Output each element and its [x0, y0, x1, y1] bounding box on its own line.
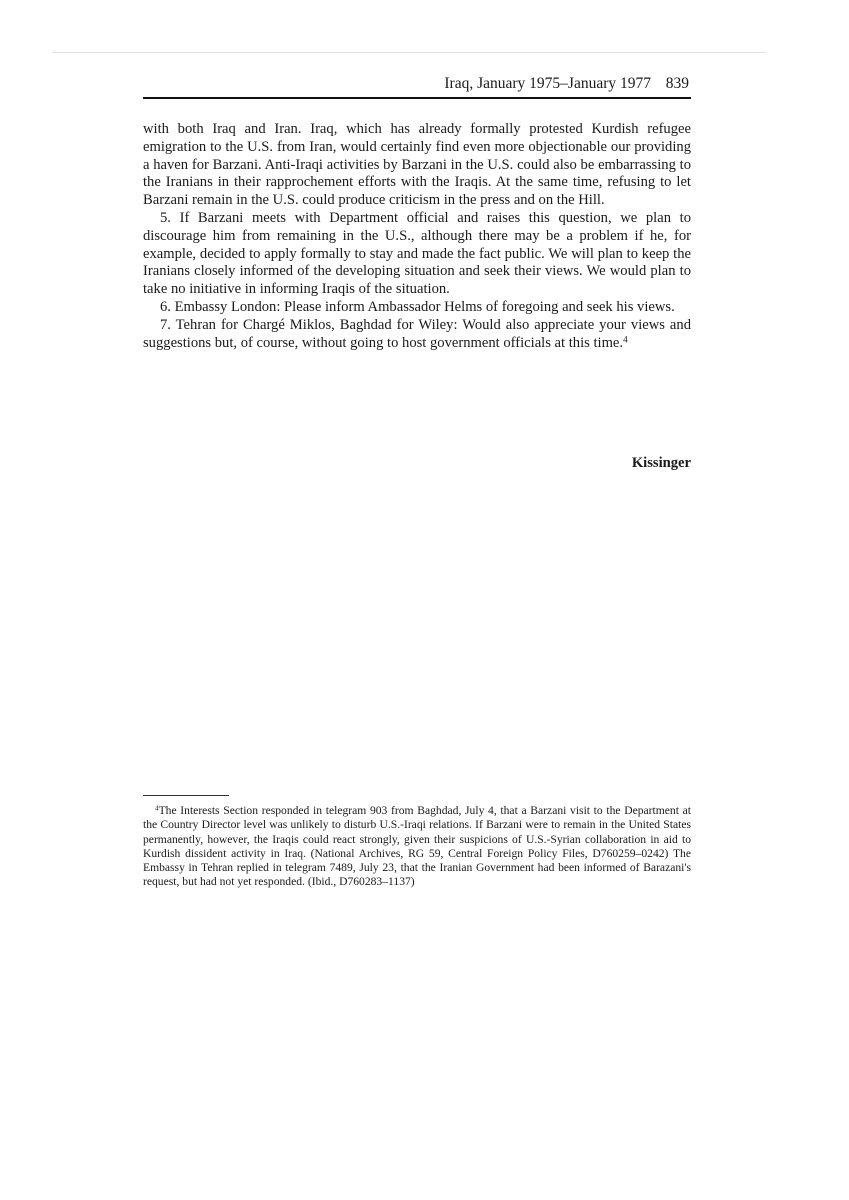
- body-text: [143, 121, 691, 352]
- footnote-marker: 4: [155, 804, 159, 813]
- footnote: [143, 804, 691, 890]
- paragraph-7: [143, 317, 691, 353]
- paragraph-7-text: 7. Tehran for Chargé Miklos, Baghdad for Wiley: Would also appreciate your views and suggestions but, of course, without going to host government officials at this time.: [143, 316, 691, 351]
- running-head: [143, 73, 691, 99]
- footnote-rule: [143, 795, 229, 796]
- running-title: Iraq, January 1975–January 1977: [444, 75, 651, 92]
- footnote-text: The Interests Section responded in telegram 903 from Baghdad, July 4, that a Barzani visit to the Department at the Country Director level was unlikely to disturb U.S.-Iraqi relations. If Barzani were to remain in the United States permanently, however, the Iraqis could react strongly, given their suspicions of U.S.-Syrian collaboration in aid to Kurdish dissident activity in Iraq. (National Archives, RG 59, Central Foreign Policy Files, D760259–0242) The Embassy in Tehran replied in telegram 7489, July 23, that the Iranian Government had been informed of Barazani's request, but had not yet responded. (Ibid., D760283–1137): [143, 804, 691, 889]
- footnote-reference: 4: [623, 334, 628, 345]
- scan-top-border: [52, 52, 766, 53]
- paragraph-6: 6. Embassy London: Please inform Ambassador Helms of foregoing and seek his views.: [160, 298, 675, 315]
- page-number: 839: [665, 75, 689, 92]
- signature: Kissinger: [631, 455, 691, 471]
- paragraph-continuation: with both Iraq and Iran. Iraq, which has already formally protested Kurdish refugee emigration to the U.S. from Iran, would certainly find even more objectionable our providing a haven for Barzani. Anti-Iraqi activities by Barzani in the U.S. could also be embarrassing to the Iranians in their rapprochement efforts with the Iraqis. At the same time, refusing to let Barzani remain in the U.S. could produce criticism in the press and on the Hill.: [143, 121, 691, 209]
- paragraph-5: 5. If Barzani meets with Department official and raises this question, we plan to discourage him from remaining in the U.S., although there may be a problem if he, for example, decided to apply formally to stay and made the fact public. We will plan to keep the Iranians closely informed of the developing situation and seek their views. We would plan to take no initiative in informing Iraqis of the situation.: [143, 209, 691, 298]
